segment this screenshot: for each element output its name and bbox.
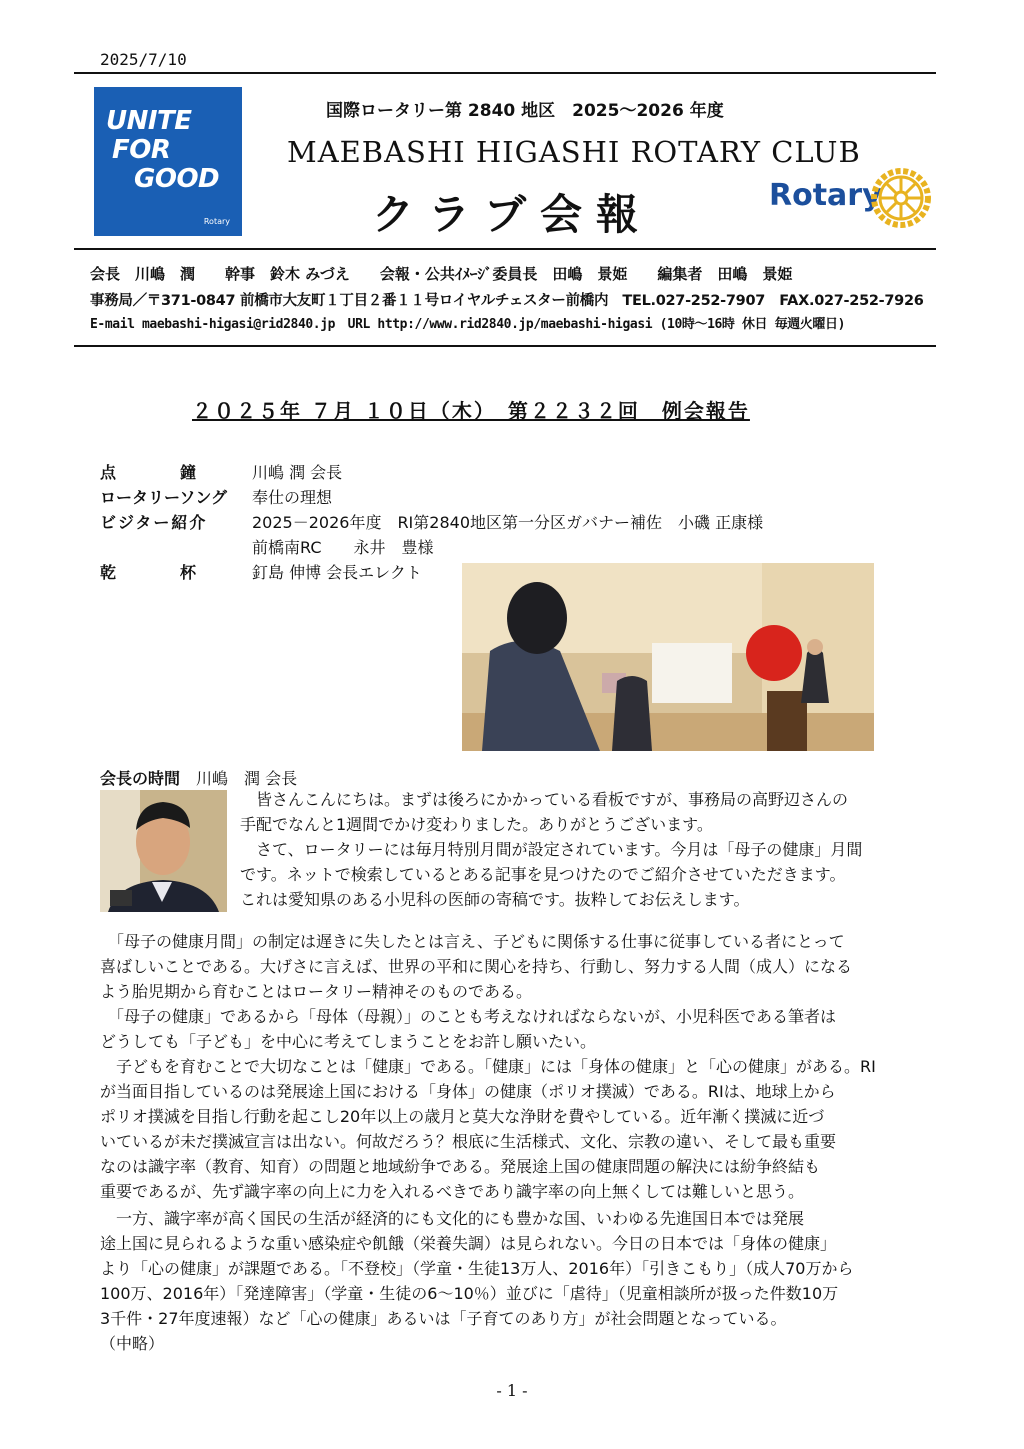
paragraph-line: ポリオ撲滅を目指し行動を起こし20年以上の歳月と莫大な浄財を費やしている。近年漸く撲滅に近づ xyxy=(100,1107,825,1126)
paragraph-line: これは愛知県のある小児科の医師の寄稿です。抜粋してお伝えします。 xyxy=(240,890,750,909)
logo-line-3: GOOD xyxy=(134,164,220,194)
paragraph-line: （中略） xyxy=(100,1334,165,1353)
officers-line: 会長 川嶋 潤 幹事 鈴木 みづえ 会報・公共ｲﾒｰｼﾞ委員長 田嶋 景姫 編集者 田嶋 景姫 xyxy=(90,265,793,283)
paragraph-line: なのは識字率（教育、知育）の問題と地域紛争である。発展途上国の健康問題の解決には紛争終結も xyxy=(100,1157,821,1176)
issue-date: 2025/7/10 xyxy=(100,50,187,69)
page-number: - 1 - xyxy=(496,1381,528,1400)
toast-photo xyxy=(462,563,874,751)
agenda-label: 点 鐘 xyxy=(100,463,201,482)
paragraph-line: さて、ロータリーには毎月特別月間が設定されています。今月は「母子の健康」月間 xyxy=(240,840,863,859)
agenda-value: 2025－2026年度 RI第2840地区第一分区ガバナー補佐 小磯 正康様 xyxy=(252,513,764,532)
agenda-value: 前橋南RC 永井 豊様 xyxy=(252,538,434,557)
paragraph-line: より「心の健康」が課題である。「不登校」（学童・生徒13万人、2016年）「引きこもり」（成人70万から xyxy=(100,1259,854,1278)
president-photo xyxy=(100,790,227,912)
paragraph-line: です。ネットで検索しているとある記事を見つけたのでご紹介させていただきます。 xyxy=(240,865,846,884)
paragraph-line: 「母子の健康月間」の制定は遅きに失したとは言え、子どもに関係する仕事に従事している者にとって xyxy=(100,932,845,951)
agenda-value: 川嶋 潤 会長 xyxy=(252,463,343,482)
paragraph-line: が当面目指しているのは発展途上国における「身体」の健康（ポリオ撲滅）である。RIは、地球上から xyxy=(100,1082,836,1101)
info-rule xyxy=(74,345,936,347)
logo-small-text: Rotary xyxy=(203,217,230,226)
club-name: MAEBASHI HIGASHI ROTARY CLUB xyxy=(287,135,861,169)
president-name: 川嶋 潤 会長 xyxy=(196,769,298,788)
paragraph-line: どうしても「子ども」を中心に考えてしまうことをお許し願いたい。 xyxy=(100,1032,597,1051)
paragraph-line: 「母子の健康」であるから「母体（母親）」のことも考えなければならないが、小児科医である筆者は xyxy=(100,1007,837,1026)
agenda-label: ロータリーソング xyxy=(100,488,228,507)
agenda-label: ビジター紹介 xyxy=(100,513,208,532)
paragraph-line: 喜ばしいことである。大げさに言えば、世界の平和に関心を持ち、行動し、努力する人間（成人）になる xyxy=(100,957,853,976)
agenda-value: 奉仕の理想 xyxy=(252,488,333,507)
paragraph-line: 皆さんこんにちは。まずは後ろにかかっている看板ですが、事務局の高野辺さんの xyxy=(240,790,849,809)
contact-line: E-mail maebashi-higasi@rid2840.jp URL http://www.rid2840.jp/maebashi-higasi (10時～16時 休日 毎週火曜日) xyxy=(90,317,846,332)
paragraph-line: 子どもを育むことで大切なことは「健康」である。「健康」には「身体の健康」と「心の健康」がある。RI xyxy=(100,1057,876,1076)
agenda-value: 釘島 伸博 会長エレクト xyxy=(252,563,422,582)
paragraph-line: 重要であるが、先ず識字率の向上に力を入れるべきであり識字率の向上無くしては難しいと思う。 xyxy=(100,1182,805,1201)
agenda-label: 乾 杯 xyxy=(100,563,201,582)
office-address: 事務局／〒371-0847 前橋市大友町１丁目２番１１号ロイヤルチェスター前橋内 TEL.027-252-7907 FAX.027-252-7926 xyxy=(90,293,924,309)
logo-line-2: FOR xyxy=(112,135,171,165)
paragraph-line: 一方、識字率が高く国民の生活が経済的にも文化的にも豊かな国、いわゆる先進国日本では発展 xyxy=(100,1209,805,1228)
paragraph-line: 途上国に見られるような重い感染症や飢餓（栄養失調）は見られない。今日の日本では「身体の健康」 xyxy=(100,1234,837,1253)
logo-line-1: UNITE xyxy=(106,106,192,136)
president-section-title: 会長の時間 xyxy=(100,769,181,788)
meeting-title: ２０２５年 ７月 １０日（木） 第２２３２回 例会報告 xyxy=(192,399,750,423)
top-rule xyxy=(74,72,936,74)
paragraph-line: よう胎児期から育むことはロータリー精神そのものである。 xyxy=(100,982,533,1001)
paragraph-line: 3千件・27年度速報）など「心の健康」あるいは「子育てのあり方」が社会問題となっている。 xyxy=(100,1309,787,1328)
paragraph-line: 100万、2016年）「発達障害」（学童・生徒の6～10％）並びに「虐待」（児童相談所が扱った件数10万 xyxy=(100,1284,839,1303)
paragraph-line: いているが未だ撲滅宣言は出ない。何故だろう？根底に生活様式、文化、宗教の違い、そして最も重要 xyxy=(100,1132,837,1151)
president-heading xyxy=(100,766,297,789)
unite-for-good-logo xyxy=(94,87,242,236)
paragraph-line: 手配でなんと1週間でかけ変わりました。ありがとうございます。 xyxy=(240,815,713,834)
rotary-wheel-icon xyxy=(871,168,931,228)
district-line: 国際ロータリー第 2840 地区 2025～2026 年度 xyxy=(326,101,724,121)
rotary-wordmark: Rotary xyxy=(769,178,882,213)
header-rule xyxy=(74,248,936,250)
bulletin-title: クラブ会報 xyxy=(372,190,653,239)
